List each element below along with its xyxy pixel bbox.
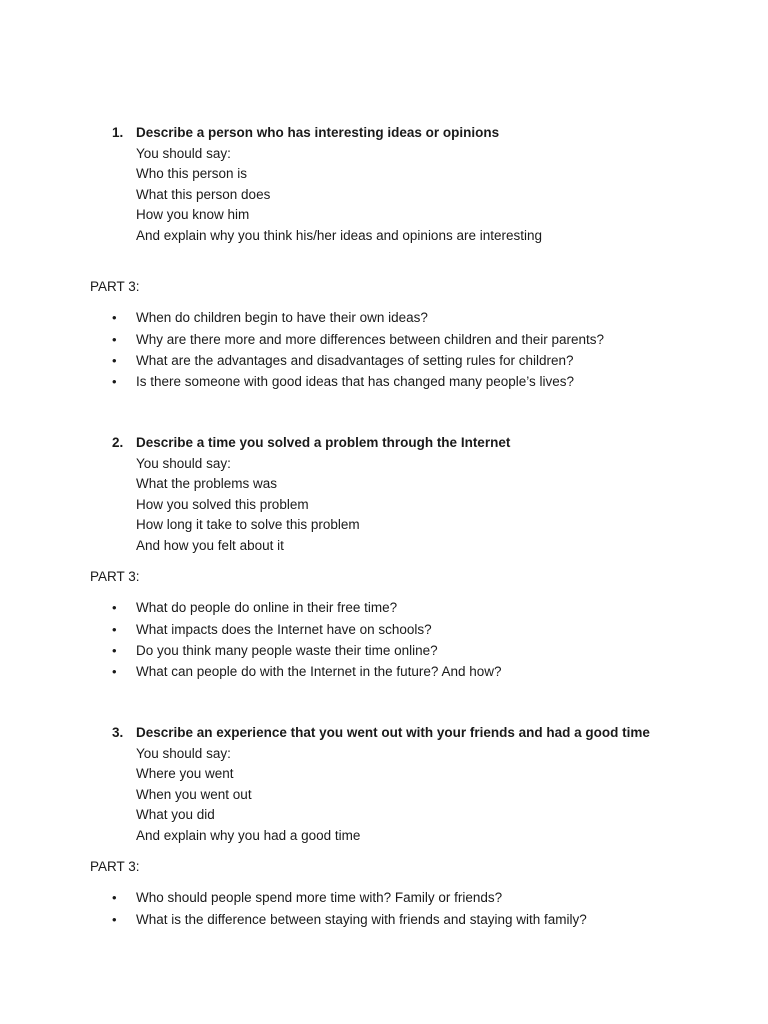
prompt-line: And explain why you think his/her ideas and opinions are interesting [136,228,543,243]
prompt-line: You should say: [136,456,231,471]
section-number: 1. [112,125,124,140]
prompt-line: What this person does [136,187,271,202]
prompt-line: You should say: [136,746,231,761]
bullet-icon: • [112,353,117,368]
prompt-line: Who this person is [136,166,248,181]
bullet-icon: • [112,332,117,347]
prompt-line: And how you felt about it [136,538,284,553]
bullet-icon: • [112,912,117,927]
section-title: Describe a time you solved a problem through the Internet [136,435,511,450]
question-item: What is the difference between staying with friends and staying with family? [136,912,587,927]
section-title: Describe an experience that you went out with your friends and had a good time [136,725,650,740]
part-label: PART 3: [90,569,140,584]
question-item: Why are there more and more differences between children and their parents? [136,332,605,347]
question-item: What can people do with the Internet in the future? And how? [136,664,502,679]
bullet-icon: • [112,600,117,615]
prompt-line: How you solved this problem [136,497,309,512]
question-item: What do people do online in their free time? [136,600,398,615]
bullet-icon: • [112,890,117,905]
prompt-line: What the problems was [136,476,278,491]
prompt-line: How long it take to solve this problem [136,517,360,532]
prompt-line: Where you went [136,766,234,781]
part-label: PART 3: [90,859,140,874]
bullet-icon: • [112,643,117,658]
section-title: Describe a person who has interesting ideas or opinions [136,125,500,140]
section-number: 2. [112,435,124,450]
question-item: When do children begin to have their own ideas? [136,310,428,325]
prompt-line: And explain why you had a good time [136,828,361,843]
bullet-icon: • [112,310,117,325]
prompt-line: What you did [136,807,215,822]
question-item: Do you think many people waste their time online? [136,643,438,658]
prompt-line: You should say: [136,146,231,161]
bullet-icon: • [112,374,117,389]
bullet-icon: • [112,622,117,637]
question-item: What are the advantages and disadvantages of setting rules for children? [136,353,574,368]
question-item: Is there someone with good ideas that has changed many people’s lives? [136,374,575,389]
bullet-icon: • [112,664,117,679]
prompt-line: When you went out [136,787,252,802]
section-number: 3. [112,725,124,740]
part-label: PART 3: [90,279,140,294]
prompt-line: How you know him [136,207,250,222]
question-item: Who should people spend more time with? Family or friends? [136,890,503,905]
question-item: What impacts does the Internet have on schools? [136,622,432,637]
